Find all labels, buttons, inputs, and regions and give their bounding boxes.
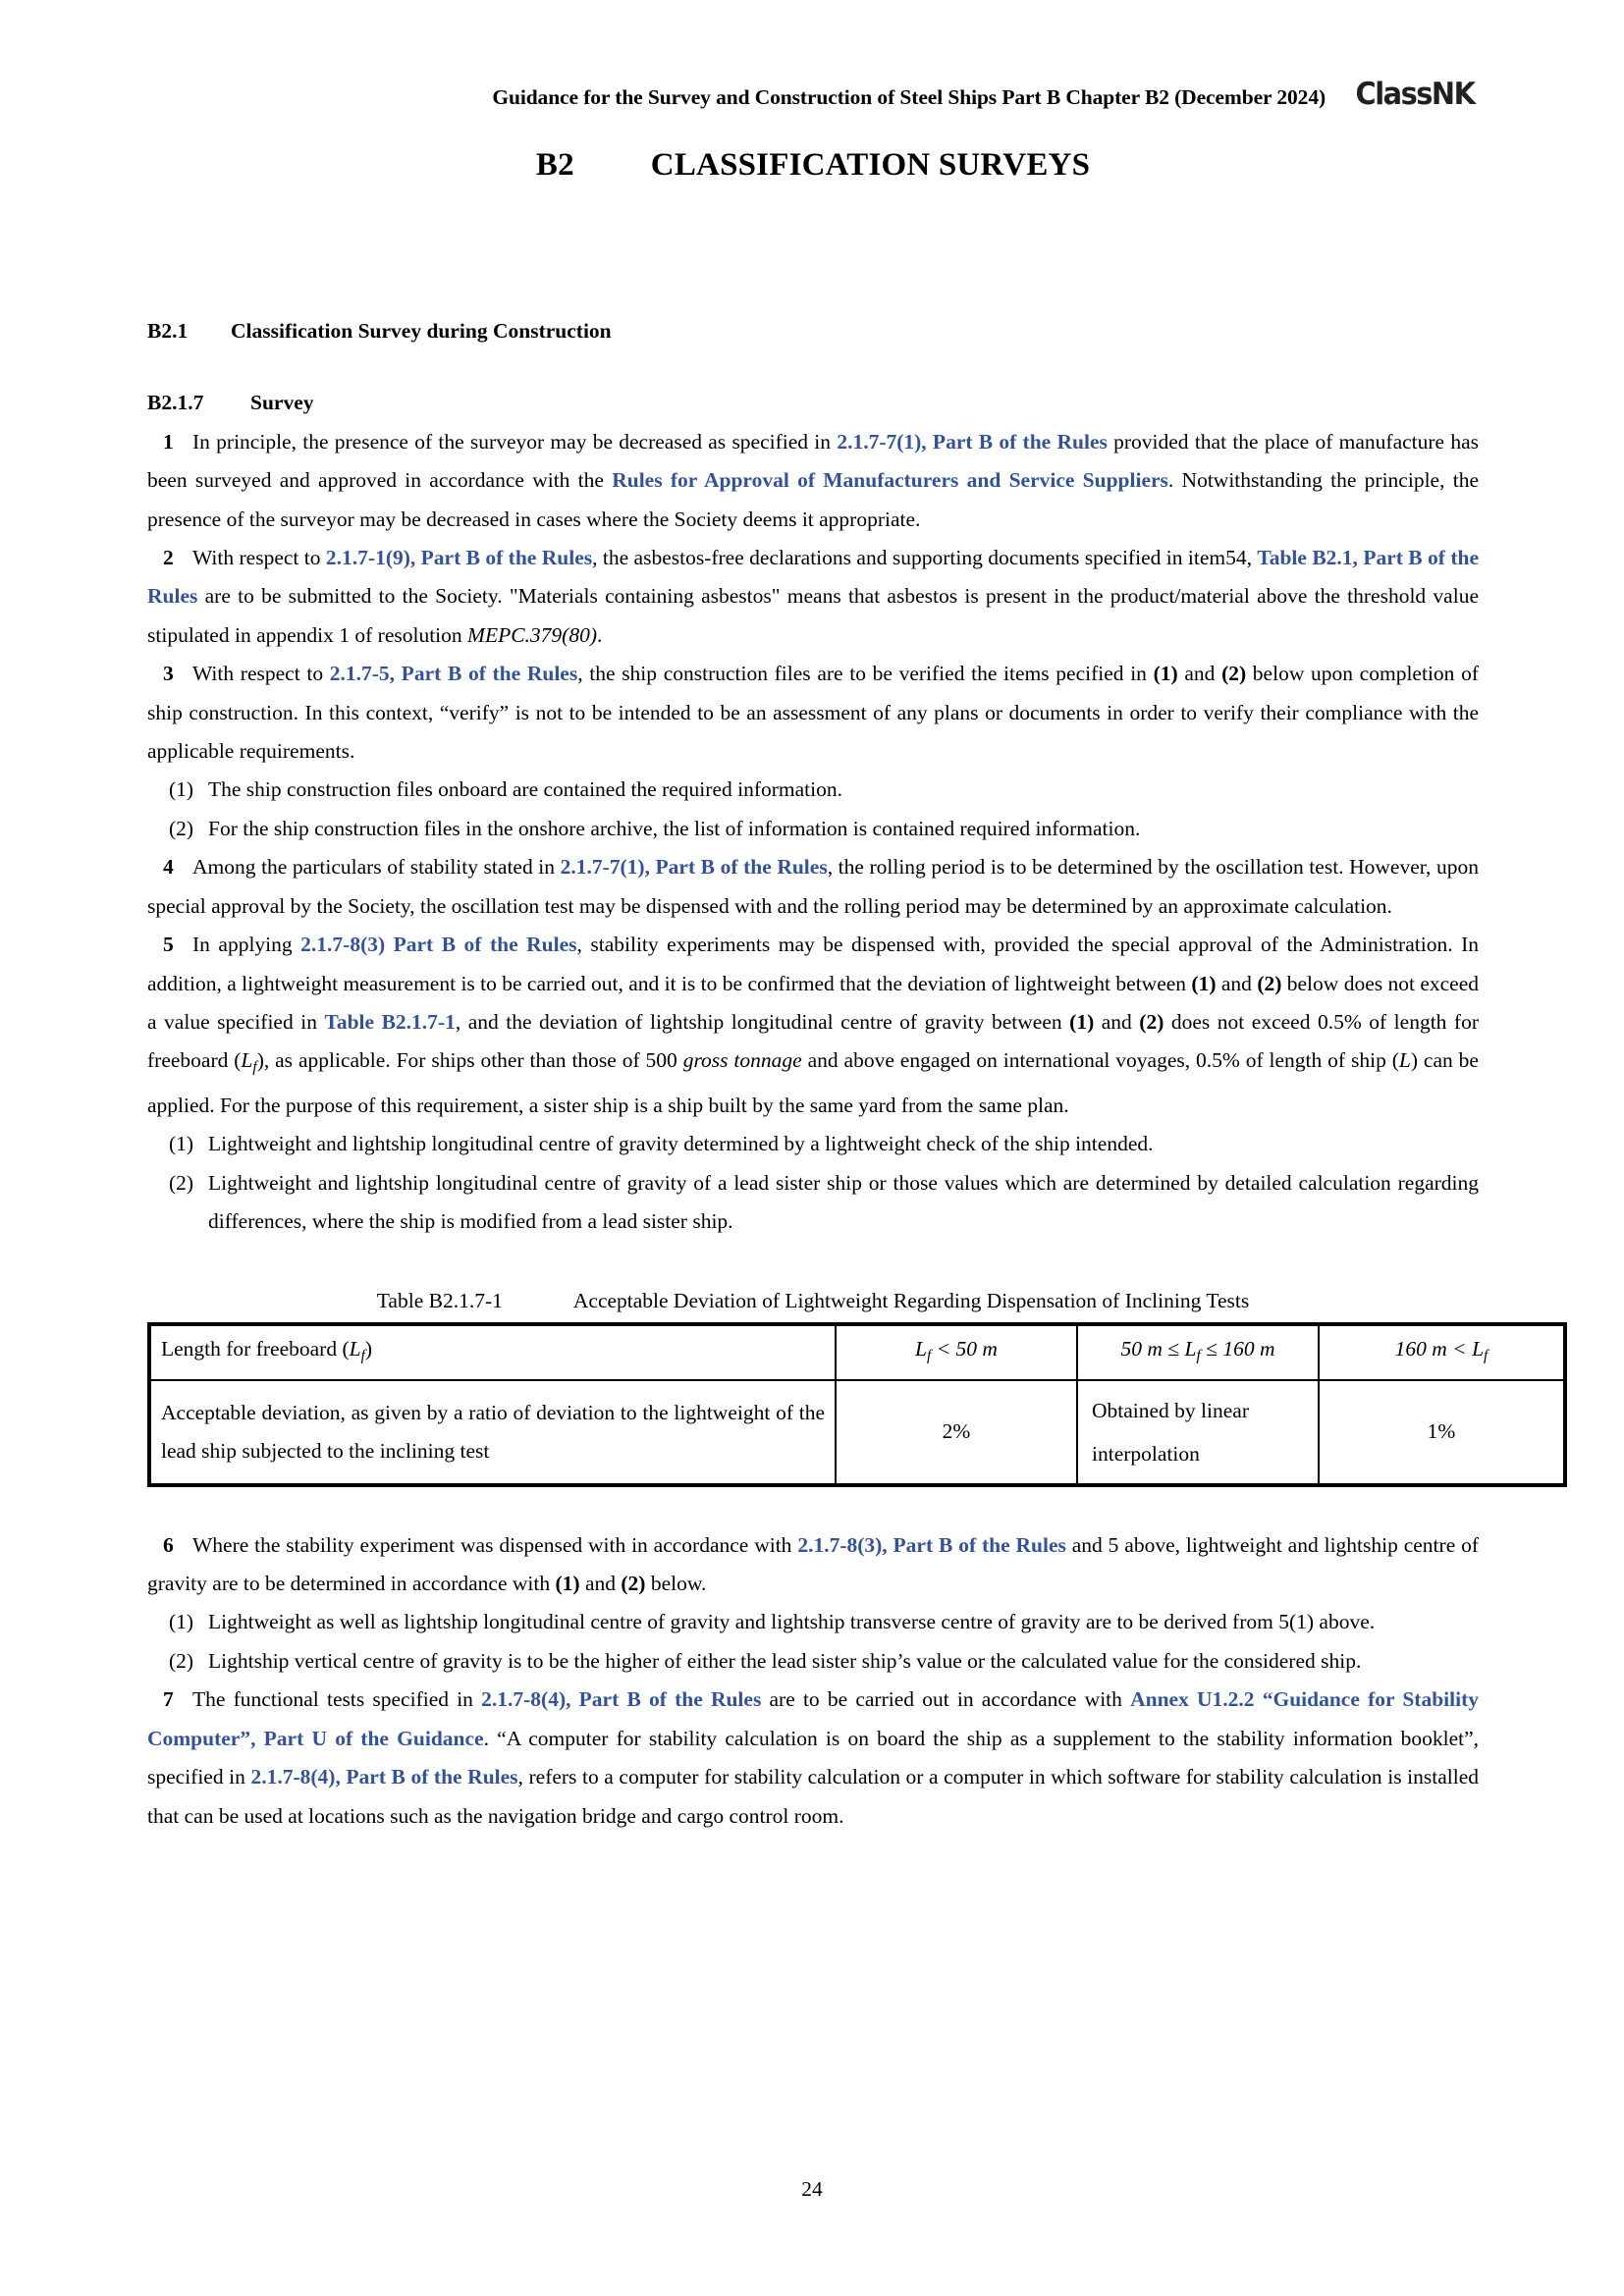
table-cell-value-1: 2% xyxy=(836,1380,1077,1485)
section-heading xyxy=(147,312,1479,350)
paragraph-1-text-1: In principle, the presence of the surveyor may be decreased as specified in xyxy=(192,429,838,454)
paragraph-7-text-4: , refers to a computer for stability calculation or a computer in which software for stability calculation is installed that can be used at locations such as the navigation bridge and cargo control room. xyxy=(147,1765,1479,1828)
chapter-title: CLASSIFICATION SURVEYS xyxy=(650,147,1091,183)
list-item xyxy=(147,771,1479,809)
header-c3-post: ≤ 160 m xyxy=(1200,1337,1275,1361)
section-number: B2.1 xyxy=(147,319,189,343)
symbol-l-italic: L xyxy=(1398,1048,1411,1073)
list-item-text: Lightweight as well as lightship longitudinal centre of gravity and lightship transverse centre of gravity are to be derived from 5(1) above. xyxy=(208,1610,1376,1634)
paragraph-5-text-10: ) can be applied. For the purpose of this requirement, a sister ship is a ship built by the same yard from the same plan. xyxy=(147,1048,1479,1118)
paragraph-4 xyxy=(147,848,1479,926)
list-item-marker: (2) xyxy=(169,816,194,840)
symbol-lf-subscript: f xyxy=(252,1058,257,1076)
rule-link-approval-manufacturers[interactable]: Rules for Approval of Manufacturers and Service Suppliers xyxy=(612,468,1168,493)
header-c2-post: < 50 m xyxy=(931,1337,998,1361)
header-c1-subscript: f xyxy=(360,1347,365,1364)
annex-link-u1-2-2[interactable]: Annex U1.2.2 “Guidance for Stability Computer”, Part U of the Guidance xyxy=(147,1687,1480,1750)
table-block xyxy=(147,1285,1489,1487)
paragraph-5-text-1: In applying xyxy=(192,933,301,957)
paragraph-6-text-3: and xyxy=(579,1572,622,1596)
paragraph-4-text-2: , the rolling period is to be determined by the oscillation test. However, upon special approval by the Society, the oscillation test may be dispensed with and the rolling period may be determined by an approximate calculation. xyxy=(147,855,1480,918)
paragraph-7-number: 7 xyxy=(163,1687,174,1712)
rule-link-2-1-7-8-3-b[interactable]: 2.1.7-8(3), Part B of the Rules xyxy=(797,1532,1066,1557)
paragraph-2-text-2: , the asbestos-free declarations and supporting documents specified in item54, xyxy=(592,546,1258,570)
paragraph-5-text-7: does not exceed 0.5% of length for freeboard ( xyxy=(147,1009,1479,1073)
list-item-text: Lightweight and lightship longitudinal centre of gravity determined by a lightweight check of the ship intended. xyxy=(208,1132,1154,1156)
table-caption-number: Table B2.1.7-1 xyxy=(376,1288,503,1312)
list-item-marker: (1) xyxy=(169,777,194,802)
table-caption xyxy=(147,1285,1479,1316)
rule-link-table-b2-1[interactable]: Table B2.1, Part B of the Rules xyxy=(147,546,1480,609)
chapter-number: B2 xyxy=(535,147,574,183)
rule-link-2-1-7-8-4-b[interactable]: 2.1.7-8(4), Part B of the Rules xyxy=(250,1765,518,1789)
rule-link-2-1-7-1-9[interactable]: 2.1.7-1(9), Part B of the Rules xyxy=(325,546,593,570)
paragraph-5 xyxy=(147,926,1479,1125)
paragraph-3-number: 3 xyxy=(163,662,174,686)
gross-tonnage-italic: gross tonnage xyxy=(682,1048,802,1073)
table-header-cell-range-3 xyxy=(1319,1324,1565,1380)
table-link-b2-1-7-1[interactable]: Table B2.1.7-1 xyxy=(324,1009,456,1034)
paragraph-7-text-3: . “A computer for stability calculation is on board the ship as a supplement to the stability information booklet”, specified in xyxy=(147,1726,1479,1789)
paragraph-1-text-3: . Notwithstanding the principle, the presence of the surveyor may be decreased in cases where the Society deems it appropriate. xyxy=(147,468,1479,531)
section-title: Classification Survey during Construction xyxy=(231,319,612,343)
paragraph-5-ref-4: (2) xyxy=(1139,1009,1164,1034)
header-c2-subscript: f xyxy=(926,1347,932,1364)
list-item xyxy=(147,1125,1479,1163)
paragraph-5-ref-2: (2) xyxy=(1257,971,1282,995)
paragraph-7 xyxy=(147,1681,1479,1836)
paragraph-2-text-1: With respect to xyxy=(192,546,326,570)
paragraph-5-number: 5 xyxy=(163,933,174,957)
paragraph-3-text-2: , the ship construction files are to be verified the items pecified in xyxy=(577,662,1154,686)
list-item xyxy=(147,1603,1479,1641)
paragraph-2 xyxy=(147,539,1479,655)
list-item-text: For the ship construction files in the onshore archive, the list of information is contained required information. xyxy=(208,816,1141,840)
paragraph-2-text-3: are to be submitted to the Society. "Materials containing asbestos" means that asbestos is present in the product/material above the threshold value stipulated in appendix 1 of resolution xyxy=(147,584,1479,647)
paragraph-6-ref-1: (1) xyxy=(555,1572,580,1596)
paragraph-5-text-8: ), as applicable. For ships other than those of 500 xyxy=(256,1048,683,1073)
paragraph-3-ref-1: (1) xyxy=(1153,662,1178,686)
acceptable-deviation-table xyxy=(147,1322,1567,1487)
subsection-number: B2.1.7 xyxy=(147,391,204,415)
list-item xyxy=(147,1642,1479,1681)
paragraph-6-text-1: Where the stability experiment was dispensed with in accordance with xyxy=(192,1532,798,1557)
paragraph-6-ref-2: (2) xyxy=(621,1572,646,1596)
table-header-cell-range-2 xyxy=(1077,1324,1319,1380)
header-c3-subscript: f xyxy=(1196,1347,1201,1364)
paragraph-1-text-2: provided that the place of manufacture has been surveyed and approved in accordance with the xyxy=(147,429,1480,493)
paragraph-6 xyxy=(147,1526,1479,1604)
table-header-cell-range-1 xyxy=(836,1324,1077,1380)
paragraph-3-text-3: and xyxy=(1177,662,1222,686)
rule-link-2-1-7-8-3[interactable]: 2.1.7-8(3) Part B of the Rules xyxy=(300,933,577,957)
header-c4-symbol: L xyxy=(1472,1337,1485,1361)
rule-link-2-1-7-7-1-b[interactable]: 2.1.7-7(1), Part B of the Rules xyxy=(560,855,828,880)
paragraph-1 xyxy=(147,423,1479,539)
table-cell-value-2: Obtained by linear interpolation xyxy=(1077,1380,1319,1485)
list-item-marker: (2) xyxy=(169,1170,194,1195)
page-footer xyxy=(0,2177,1624,2202)
paragraph-5-ref-1: (1) xyxy=(1191,971,1217,995)
chapter-heading xyxy=(147,147,1479,184)
table-header-cell-length xyxy=(149,1324,836,1380)
header-c2-symbol: L xyxy=(915,1337,927,1361)
header-c1-pre: Length for freeboard ( xyxy=(161,1337,350,1361)
paragraph-5-ref-3: (1) xyxy=(1069,1009,1095,1034)
paragraph-3-text-1: With respect to xyxy=(192,662,330,686)
classnk-logo: ClassNK xyxy=(1355,77,1475,112)
paragraph-5-text-9: and above engaged on international voyages, 0.5% of length of ship ( xyxy=(801,1048,1399,1073)
list-item-text: Lightweight and lightship longitudinal centre of gravity of a lead sister ship or those values which are determined by detailed calculation regarding differences, where the ship is modified from a lead sister ship. xyxy=(208,1170,1479,1234)
subsection-heading xyxy=(147,384,1479,422)
list-item-text: Lightship vertical centre of gravity is to be the higher of either the lead sister ship’s value or the calculated value for the considered ship. xyxy=(208,1648,1362,1673)
paragraph-7-text-2: are to be carried out in accordance with xyxy=(761,1687,1131,1712)
page-header xyxy=(147,77,1479,112)
paragraph-4-number: 4 xyxy=(163,855,174,880)
rule-link-2-1-7-7-1[interactable]: 2.1.7-7(1), Part B of the Rules xyxy=(837,429,1108,454)
header-c4-subscript: f xyxy=(1484,1347,1489,1364)
symbol-lf-italic: L xyxy=(241,1048,253,1073)
resolution-reference: MEPC.379(80) xyxy=(467,622,597,647)
paragraph-6-text-4: below. xyxy=(645,1572,707,1596)
table-caption-title: Acceptable Deviation of Lightweight Regarding Dispensation of Inclining Tests xyxy=(572,1288,1250,1312)
page-number: 24 xyxy=(801,2177,823,2201)
list-item-text: The ship construction files onboard are contained the required information. xyxy=(208,777,842,802)
paragraph-5-text-4: below does not exceed a value specified in xyxy=(147,971,1479,1034)
header-c1-symbol: L xyxy=(349,1337,361,1361)
paragraph-1-number: 1 xyxy=(163,429,174,454)
paragraph-4-text-1: Among the particulars of stability stated in xyxy=(192,855,561,880)
paragraph-2-text-4: . xyxy=(597,622,603,647)
table-cell-criterion: Acceptable deviation, as given by a ratio of deviation to the lightweight of the lead ship subjected to the inclining test xyxy=(149,1380,836,1485)
paragraph-5-text-6: and xyxy=(1094,1009,1140,1034)
subsection-title: Survey xyxy=(250,391,314,415)
table-header-row xyxy=(149,1324,1565,1380)
list-item-marker: (1) xyxy=(169,1132,194,1156)
header-c3-symbol: L xyxy=(1184,1337,1197,1361)
list-item xyxy=(147,1164,1479,1242)
paragraph-7-text-1: The functional tests specified in xyxy=(192,1687,482,1712)
paragraph-2-number: 2 xyxy=(163,546,174,570)
header-c4-pre: 160 m < xyxy=(1394,1337,1473,1361)
table-cell-value-3: 1% xyxy=(1319,1380,1565,1485)
document-body xyxy=(147,312,1489,1836)
running-title: Guidance for the Survey and Construction of Steel Ships Part B Chapter B2 (December 2024) xyxy=(492,85,1326,109)
paragraph-5-text-5: , and the deviation of lightship longitudinal centre of gravity between xyxy=(455,1009,1070,1034)
rule-link-2-1-7-5[interactable]: 2.1.7-5, Part B of the Rules xyxy=(329,662,578,686)
list-item-marker: (1) xyxy=(169,1610,194,1634)
list-item xyxy=(147,810,1479,848)
paragraph-5-text-3: and xyxy=(1216,971,1258,995)
header-c1-post: ) xyxy=(364,1337,373,1361)
paragraph-6-text-2: and 5 above, lightweight and lightship centre of gravity are to be determined in accordance with xyxy=(147,1532,1480,1596)
list-item-marker: (2) xyxy=(169,1648,194,1673)
paragraph-3-text-4: below upon completion of ship construction. In this context, “verify” is not to be intended to be an assessment of any plans or documents in order to verify their compliance with the applicable requirements. xyxy=(147,662,1479,764)
rule-link-2-1-7-8-4[interactable]: 2.1.7-8(4), Part B of the Rules xyxy=(481,1687,762,1712)
paragraph-3-ref-2: (2) xyxy=(1221,662,1247,686)
paragraph-6-number: 6 xyxy=(163,1532,174,1557)
table-data-row xyxy=(149,1380,1565,1485)
paragraph-5-text-2: , stability experiments may be dispensed with, provided the special approval of the Administration. In addition, a lightweight measurement is to be carried out, and it is to be confirmed that the deviation of lightweight between xyxy=(147,933,1479,995)
header-c3-pre: 50 m ≤ xyxy=(1120,1337,1185,1361)
paragraph-3 xyxy=(147,655,1479,771)
